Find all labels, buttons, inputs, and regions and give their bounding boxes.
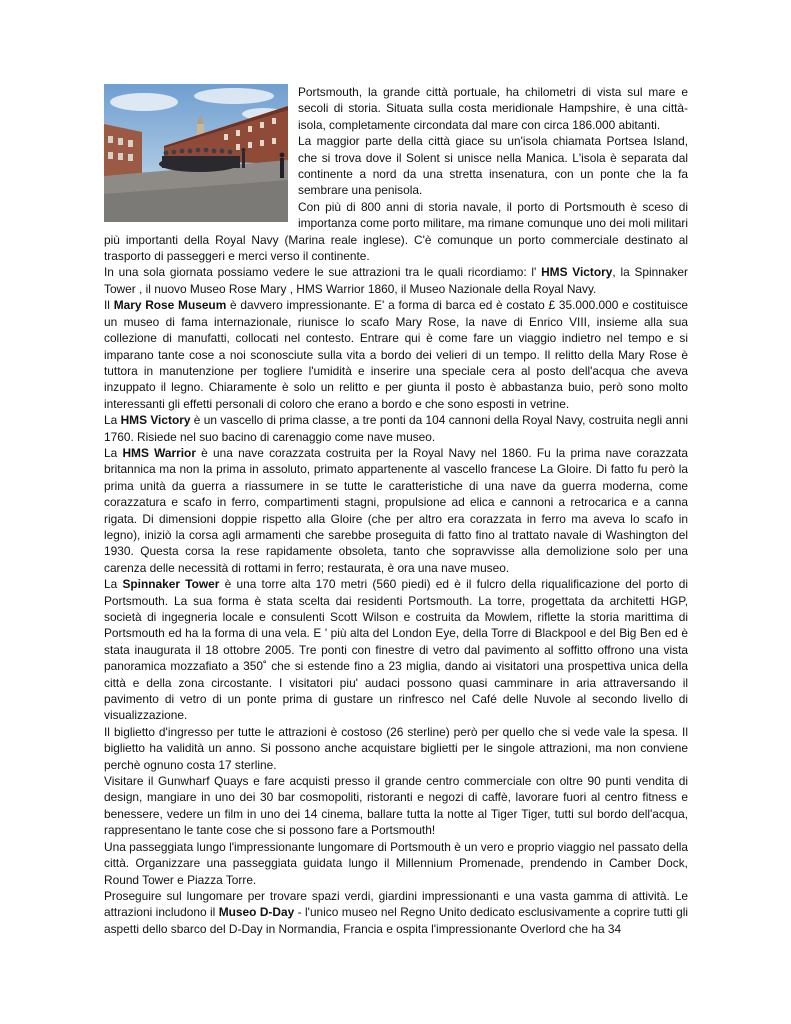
paragraph-ticket: Il biglietto d'ingresso per tutte le attrazioni è costoso (26 sterline) però per quello che si vede vale la spesa. Il biglietto ha validità un anno. Si possono anche acquistare biglietti per le singole attrazioni, ma non conviene perchè ognuno costa 17 sterline.: [104, 724, 688, 772]
paragraph-naval-history: Con più di 800 anni di storia navale, il porto di Portsmouth è sceso di importanza come porto militare, ma rimane comunque uno dei moli militari più importanti della Royal Navy (Marina reale inglese). C'è comunque un porto commerciale destinato al trasporto di passeggeri e merci verso il continente.: [104, 199, 688, 264]
photo-illustration: [104, 84, 288, 222]
paragraph-d-day: Proseguire sul lungomare per trovare spazi verdi, giardini impressionanti e una vasta gamma di attività. Le attrazioni includono il Museo D-Day - l'unico museo nel Regno Unito dedicato esclusivamente a coprire tutti gli aspetti dello sbarco del D-Day in Normandia, Francia e ospita l'impressionante Overlord che ha 34: [104, 888, 688, 936]
paragraph-hms-warrior: La HMS Warrior è una nave corazzata costruita per la Royal Navy nel 1860. Fu la prima nave corazzata britannica ma non la prima in assoluto, primato appartenente al vascello francese La Gloire. Di fatto fu però la prima unità da guerra a riassumere in se tutte le caratteristiche di una nave da guerra moderna, come corazzatura e scafo in ferro, compartimenti stagni, propulsione ad elica e cannoni a retrocarica e a canna rigata. Di dimensioni doppie rispetto alla Gloire (che per altro era corazzata in ferro ma aveva lo scafo in legno), iniziò la corsa agli armamenti che sarebbe proseguita di fatto fino al trattato navale di Washington del 1930. Questa corsa la rese rapidamente obsoleta, tanto che sopravvisse alla demolizione solo per una carenza delle necessità di rottami in ferro; restaurata, è ora una nave museo.: [104, 445, 688, 575]
paragraph-mary-rose: Il Mary Rose Museum è davvero impressionante. E' a forma di barca ed è costato £ 35.000.000 e costituisce un museo di fama internazionale, riunisce lo scafo Mary Rose, la nave di Enrico VIII, insieme alla sua collezione di manufatti, collocati nel contesto. Entrare qui è come fare un viaggio indietro nel tempo e si imparano tante cose a noi sconosciute sulla vita a bordo dei velieri di un tempo. Il relitto della Mary Rose è tuttora in manutenzione per togliere l'umidità e inserire una speciale cera al posto dell'acqua che aveva inzuppato il legno. Chiaramente è solo un relitto e per giunta il posto è abbastanza buio, però sono molto interessanti gli effetti personali di coloro che erano a bordo e che sono esposti in vetrine.: [104, 298, 688, 411]
hms-victory-bold: HMS Victory: [541, 265, 613, 280]
paragraph-attractions: In una sola giornata possiamo vedere le sue attrazioni tra le quali ricordiamo: l' HMS Victory, la Spinnaker Tower , il nuovo Museo Rose Mary , HMS Warrior 1860, il Museo Nazionale della Royal Navy.: [104, 265, 688, 296]
paragraph-hms-victory: La HMS Victory è un vascello di prima classe, a tre ponti da 104 cannoni della Royal Navy, costruita negli anni 1760. Risiede nel suo bacino di carenaggio come nave museo.: [104, 413, 689, 444]
portsmouth-photo: [104, 84, 288, 222]
paragraph-gunwharf: Visitare il Gunwharf Quays e fare acquisti presso il grande centro commerciale con oltre 90 punti vendita di design, mangiare in uno dei 30 bar cosmopoliti, ristoranti e negozi di caffè, lavorare fuori al centro fitness e benessere, vedere un film in uno dei 14 cinema, ballare tutta la notte al Tiger Tiger, tutti sul bordo dell'acqua, rappresentano le tante cose che si possono fare a Portsmouth!: [104, 774, 688, 838]
mary-rose-museum-bold: Mary Rose Museum: [113, 298, 227, 313]
museo-d-day-bold: Museo D-Day: [218, 905, 295, 920]
paragraph-spinnaker: La Spinnaker Tower è una torre alta 170 metri (560 piedi) ed è il fulcro della riqualificazione del porto di Portsmouth. La sua forma è stata scelta dai residenti Portsmouth. La torre, progettata da architetti HGP, società di ingegneria locale e consulenti Scott Wilson e costruita da Mowlem, riflette la storia marittima di Portsmouth ed ha la forma di una vela. E ' più alta del London Eye, della Torre di Blackpool e del Big Ben ed è stata inaugurata il 18 ottobre 2005. Tre ponti con finestre di vetro dal pavimento al soffitto offrono una vista panoramica mozzafiato a 350˚ che si estende fino a 23 miglia, dando ai visitatori una prospettiva unica della città e della zona circostante. I visitatori piu' audaci possono quasi camminare in aria attraversando il pavimento di vetro di un ponte prima di gustare un rinfresco nel Café delle Nuvole al secondo livello di visualizzazione.: [104, 577, 688, 723]
document-body: [104, 84, 688, 937]
spinnaker-tower-bold: Spinnaker Tower: [122, 577, 220, 592]
hms-warrior-bold: HMS Warrior: [122, 445, 196, 460]
paragraph-portsea: La maggior parte della città giace su un'isola chiamata Portsea Island, che si trova dove il Solent si unisce nella Manica. L'isola è separata dal continente a nord da una stretta insenatura, con un ponte che la fa sembrare una penisola.: [298, 134, 688, 198]
paragraph-intro: Portsmouth, la grande città portuale, ha chilometri di vista sul mare e secoli di storia. Situata sulla costa meridionale Hampshire, è una città-isola, completamente circondata dal mare con circa 186.000 abitanti.: [298, 85, 688, 132]
hms-victory-heading-bold: HMS Victory: [120, 413, 191, 428]
paragraph-promenade: Una passeggiata lungo l'impressionante lungomare di Portsmouth è un vero e proprio viaggio nel passato della città. Organizzare una passeggiata guidata lungo il Millennium Promenade, prendendo in Camber Dock, Round Tower e Piazza Torre.: [104, 839, 688, 887]
